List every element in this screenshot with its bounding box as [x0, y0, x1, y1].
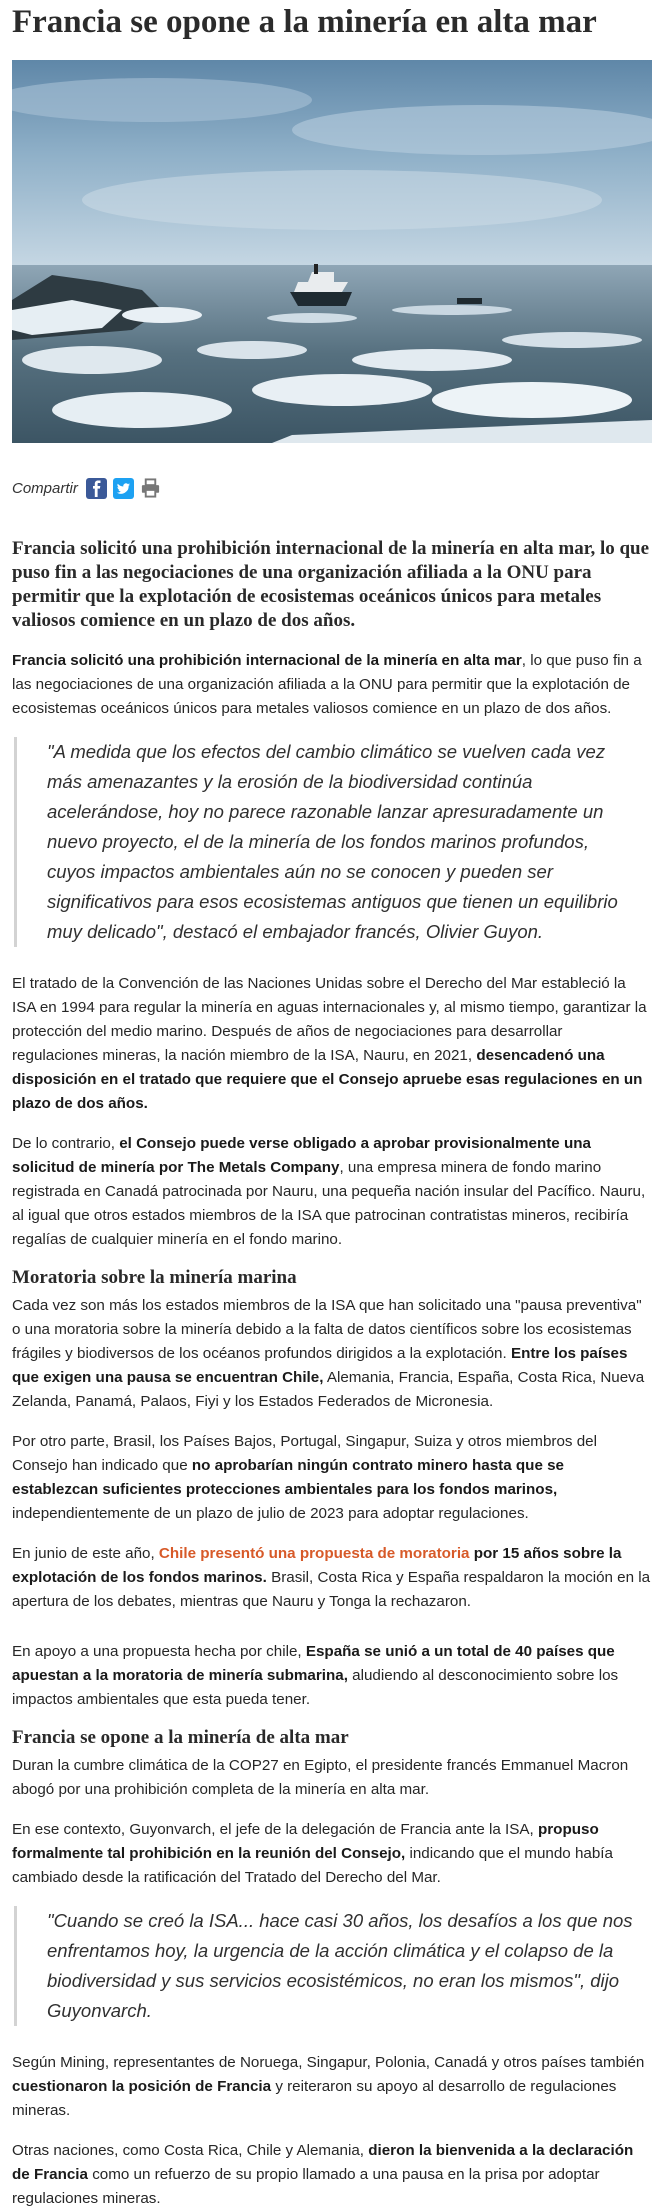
article-lead: Francia solicitó una prohibición internacional de la minería en alta mar, lo que puso fin a las negociaciones de una organización afiliada a la ONU para permitir que la explotación de ecosistemas oceánicos únicos para metales valiosos comience en un plazo de dos años. [12, 538, 650, 631]
paragraph-8 [12, 1754, 652, 1802]
bold-text: desencadenó una disposición en el tratado que requiere que el Consejo apruebe esas regulaciones en un plazo de dos años. [12, 1047, 643, 1112]
text: y reiteraron su apoyo al desarrollo de regulaciones mineras. [12, 2078, 617, 2119]
paragraph-4 [12, 1294, 652, 1414]
bold-text: dieron la bienvenida a la declaración de Francia [12, 2142, 634, 2183]
text: En junio de este año, [12, 1545, 159, 1562]
paragraph-9 [12, 1818, 652, 1890]
blockquote-1: "A medida que los efectos del cambio climático se vuelven cada vez más amenazantes y la erosión de la biodiversidad continúa acelerándose, hoy no parece razonable lanzar apresuradamente un nuevo proyecto, el de la minería de los fondos marinos profundos, cuyos impactos ambientales aún no se conocen y pueden ser significativos para esos ecosistemas antiguos que tienen un equilibrio muy delicado", destacó el embajador francés, Olivier Guyon. [14, 737, 652, 947]
text: Cada vez son más los estados miembros de la ISA que han solicitado una "pausa preventiva" o una moratoria sobre la minería debido a la falta de datos científicos sobre los ecosistemas frágiles y biodiversos de los océanos profundos dirigidos a la explotación. [12, 1297, 642, 1362]
paragraph-5 [12, 1430, 652, 1526]
bold-text: por 15 años sobre la explotación de los fondos marinos. [12, 1545, 622, 1586]
text: aludiendo al desconocimiento sobre los impactos ambientales que esta pueda tener. [12, 1667, 619, 1708]
text: Duran la cumbre climática de la COP27 en Egipto, el presidente francés Emmanuel Macron abogó por una prohibición completa de la minería en alta mar. [12, 1757, 629, 1798]
paragraph-6 [12, 1542, 652, 1614]
bold-text: el Consejo puede verse obligado a aprobar provisionalmente una solicitud de minería por The Metals Company [12, 1135, 591, 1176]
print-icon[interactable] [140, 478, 161, 499]
hero-image-graphic [12, 60, 652, 443]
bold-text: Entre los países que exigen una pausa se encuentran Chile, [12, 1345, 628, 1386]
bold-text: cuestionaron la posición de Francia [12, 2078, 272, 2095]
text: En apoyo a una propuesta hecha por chile, [12, 1643, 306, 1660]
text: , una empresa minera de fondo marino registrada en Canadá patrocinada por Nauru, una pequeña nación insular del Pacífico. Nauru, al igual que otros estados miembros de la ISA que patrocinan contratistas mineros, recibiría regalías de cualquier minería en el fondo marino. [12, 1159, 646, 1248]
text: Según Mining, representantes de Noruega, Singapur, Polonia, Canadá y otros países también [12, 2054, 645, 2071]
hero-image [12, 60, 652, 443]
text: Por otro parte, Brasil, los Países Bajos, Portugal, Singapur, Suiza y otros miembros del Consejo han indicado que [12, 1433, 597, 1474]
page-title: Francia se opone a la minería en alta mar [12, 4, 597, 40]
share-bar [12, 476, 652, 500]
text: En ese contexto, Guyonvarch, el jefe de la delegación de Francia ante la ISA, [12, 1821, 538, 1838]
twitter-icon[interactable] [113, 478, 134, 499]
facebook-icon[interactable] [86, 478, 107, 499]
text: Otras naciones, como Costa Rica, Chile y Alemania, [12, 2142, 369, 2159]
text: Alemania, Francia, España, Costa Rica, Nueva Zelanda, Panamá, Palaos, Fiyi y los Estados Federados de Micronesia. [12, 1369, 645, 1410]
paragraph-2 [12, 972, 652, 1116]
text: indicando que el mundo había cambiado desde la ratificación del Tratado del Derecho del Mar. [12, 1845, 613, 1886]
share-label: Compartir [12, 479, 78, 497]
paragraph-11 [12, 2139, 652, 2211]
paragraph-1 [12, 649, 652, 721]
bold-text: propuso formalmente tal prohibición en la reunión del Consejo, [12, 1821, 599, 1862]
text: De lo contrario, [12, 1135, 120, 1152]
article [12, 0, 652, 2211]
bold-text: no aprobarían ningún contrato minero hasta que se establezcan suficientes protecciones ambientales para los fondos marinos, [12, 1457, 564, 1498]
paragraph-10 [12, 2051, 652, 2123]
bold-text: España se unió a un total de 40 países que apuestan a la moratoria de minería submarina, [12, 1643, 615, 1684]
moratoria-link[interactable]: Chile presentó una propuesta de moratoria [158, 1545, 470, 1562]
blockquote-2: "Cuando se creó la ISA... hace casi 30 años, los desafíos a los que nos enfrentamos hoy, la urgencia de la acción climática y el colapso de la biodiversidad y sus servicios ecosistémicos, no eran los mismos", dijo Guyonvarch. [14, 1906, 652, 2026]
text: El tratado de la Convención de las Naciones Unidas sobre el Derecho del Mar estableció la ISA en 1994 para regular la minería en aguas internacionales y, al mismo tiempo, garantizar la protección del medio marino. Después de años de negociaciones para desarrollar regulaciones mineras, la nación miembro de la ISA, Nauru, en 2021, [12, 975, 647, 1064]
section-heading-moratoria: Moratoria sobre la minería marina [12, 1267, 297, 1288]
text: , lo que puso fin a las negociaciones de una organización afiliada a la ONU para permitir que la explotación de ecosistemas oceánicos únicos para metales valiosos comience en un plazo de dos años. [12, 652, 642, 717]
section-heading-francia: Francia se opone a la minería de alta mar [12, 1727, 349, 1748]
bold-text: Francia solicitó una prohibición internacional de la minería en alta mar [12, 652, 522, 669]
text: como un refuerzo de su propio llamado a una pausa en la prisa por adoptar regulaciones mineras. [12, 2166, 600, 2207]
paragraph-3 [12, 1132, 652, 1252]
text: independientemente de un plazo de julio de 2023 para adoptar regulaciones. [12, 1505, 529, 1522]
paragraph-7 [12, 1640, 652, 1712]
text: Brasil, Costa Rica y España respaldaron la moción en la apertura de los debates, mientras que Nauru y Tonga la rechazaron. [12, 1569, 651, 1610]
